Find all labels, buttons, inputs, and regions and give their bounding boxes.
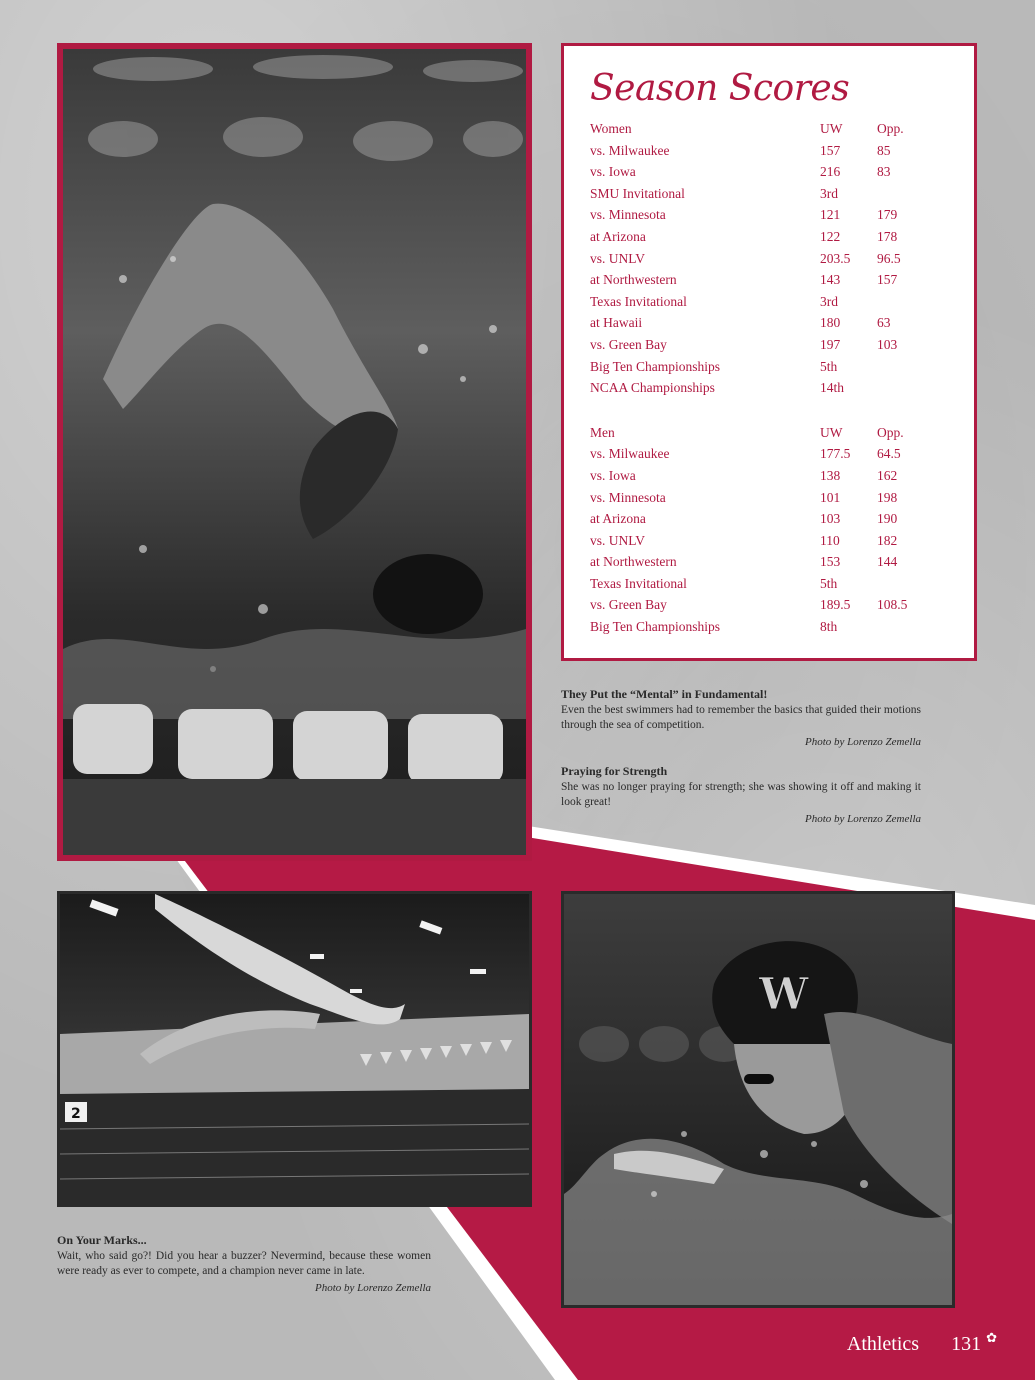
men-row <box>590 443 964 465</box>
caption-strength-credit: Photo by Lorenzo Zemella <box>805 812 921 825</box>
footer-page-number: 131 <box>951 1333 982 1355</box>
men-event: Big Ten Championships <box>590 619 721 635</box>
men-uw: 110 <box>820 532 840 548</box>
men-header-label: Men <box>590 424 615 440</box>
women-event: at Northwestern <box>590 272 677 288</box>
men-uw: 153 <box>820 554 841 570</box>
photo-breaststroke-swimmer <box>561 891 955 1308</box>
paw-icon: ✿ <box>986 1330 997 1346</box>
women-row <box>590 183 964 205</box>
men-event: vs. UNLV <box>590 532 646 548</box>
women-event: SMU Invitational <box>590 185 685 201</box>
caption-marks-body: Wait, who said go?! Did you hear a buzzer? Nevermind, because these women were ready as ever to compete, and a champion never came in late. <box>57 1249 431 1277</box>
women-opp: 85 <box>877 142 891 158</box>
women-event: vs. Milwaukee <box>590 142 670 158</box>
women-row <box>590 161 964 183</box>
season-scores-table <box>561 43 977 661</box>
women-opp: 103 <box>877 336 898 352</box>
men-uw: 177.5 <box>820 446 851 462</box>
men-header-uw: UW <box>820 424 843 440</box>
men-uw: 103 <box>820 511 841 527</box>
men-opp: 108.5 <box>877 597 908 613</box>
men-uw: 5th <box>820 575 838 591</box>
men-opp: 198 <box>877 489 898 505</box>
women-event: Big Ten Championships <box>590 358 721 374</box>
women-uw: 5th <box>820 358 838 374</box>
men-header-row <box>590 422 964 444</box>
cap-logo-letter: W <box>759 969 809 1020</box>
season-scores-title: Season Scores <box>590 68 850 109</box>
caption-fundamental-body: Even the best swimmers had to remember the basics that guided their motions through the sea of competition. <box>561 703 921 731</box>
women-event: vs. UNLV <box>590 250 646 266</box>
men-uw: 189.5 <box>820 597 851 613</box>
women-row <box>590 334 964 356</box>
women-uw: 122 <box>820 228 841 244</box>
men-row <box>590 594 964 616</box>
men-event: vs. Green Bay <box>590 597 667 613</box>
men-row <box>590 616 964 638</box>
men-event: at Northwestern <box>590 554 677 570</box>
caption-marks-credit: Photo by Lorenzo Zemella <box>315 1281 431 1294</box>
lane-number: 2 <box>71 1106 81 1122</box>
caption-strength <box>561 764 921 827</box>
women-row <box>590 269 964 291</box>
women-event: vs. Minnesota <box>590 207 666 223</box>
women-uw: 14th <box>820 380 845 396</box>
scores-rows <box>590 118 964 638</box>
women-uw: 203.5 <box>820 250 851 266</box>
women-row <box>590 377 964 399</box>
women-row <box>590 312 964 334</box>
women-header-uw: UW <box>820 121 843 136</box>
women-opp: 83 <box>877 164 891 180</box>
women-opp: 178 <box>877 228 898 244</box>
women-uw: 216 <box>820 164 841 180</box>
men-row <box>590 551 964 573</box>
men-event: vs. Iowa <box>590 467 636 483</box>
caption-strength-body: She was no longer praying for strength; she was showing it off and making it look great! <box>561 780 921 808</box>
women-row <box>590 204 964 226</box>
women-row <box>590 356 964 378</box>
men-uw: 138 <box>820 467 841 483</box>
footer-section: Athletics <box>846 1333 920 1355</box>
women-event: at Hawaii <box>590 315 643 331</box>
women-row <box>590 140 964 162</box>
women-row <box>590 248 964 270</box>
women-header-row <box>590 118 964 140</box>
men-header-opp: Opp. <box>877 424 904 440</box>
men-event: vs. Minnesota <box>590 489 666 505</box>
women-header-opp: Opp. <box>877 121 904 136</box>
men-uw: 101 <box>820 489 841 505</box>
photo-diving-start <box>57 891 532 1207</box>
women-event: at Arizona <box>590 228 646 244</box>
men-event: at Arizona <box>590 511 646 527</box>
women-uw: 121 <box>820 207 841 223</box>
men-uw: 8th <box>820 619 838 635</box>
photo-freestyle-swimmer <box>57 43 532 861</box>
men-opp: 190 <box>877 511 898 527</box>
women-event: vs. Iowa <box>590 164 636 180</box>
women-uw: 157 <box>820 142 841 158</box>
women-row <box>590 226 964 248</box>
women-event: vs. Green Bay <box>590 336 667 352</box>
men-opp: 182 <box>877 532 898 548</box>
women-opp: 179 <box>877 207 898 223</box>
men-event: Texas Invitational <box>590 575 687 591</box>
women-uw: 143 <box>820 272 841 288</box>
women-uw: 197 <box>820 336 841 352</box>
men-row <box>590 487 964 509</box>
caption-fundamental-credit: Photo by Lorenzo Zemella <box>805 735 921 748</box>
men-opp: 144 <box>877 554 898 570</box>
men-row <box>590 508 964 530</box>
women-uw: 3rd <box>820 293 838 309</box>
caption-marks <box>57 1233 431 1296</box>
men-opp: 162 <box>877 467 898 483</box>
men-row <box>590 573 964 595</box>
caption-fundamental-heading: They Put the “Mental” in Fundamental! <box>561 687 768 701</box>
caption-strength-heading: Praying for Strength <box>561 764 668 778</box>
women-row <box>590 291 964 313</box>
caption-marks-heading: On Your Marks... <box>57 1233 147 1247</box>
women-event: NCAA Championships <box>590 380 715 396</box>
women-opp: 96.5 <box>877 250 901 266</box>
women-opp: 63 <box>877 315 891 331</box>
men-opp: 64.5 <box>877 446 901 462</box>
women-event: Texas Invitational <box>590 293 687 309</box>
men-row <box>590 465 964 487</box>
men-row <box>590 530 964 552</box>
women-uw: 3rd <box>820 185 838 201</box>
page-footer <box>847 1330 997 1356</box>
men-event: vs. Milwaukee <box>590 446 670 462</box>
caption-fundamental <box>561 687 921 750</box>
women-opp: 157 <box>877 272 898 288</box>
women-header-label: Women <box>590 121 632 136</box>
women-uw: 180 <box>820 315 841 331</box>
